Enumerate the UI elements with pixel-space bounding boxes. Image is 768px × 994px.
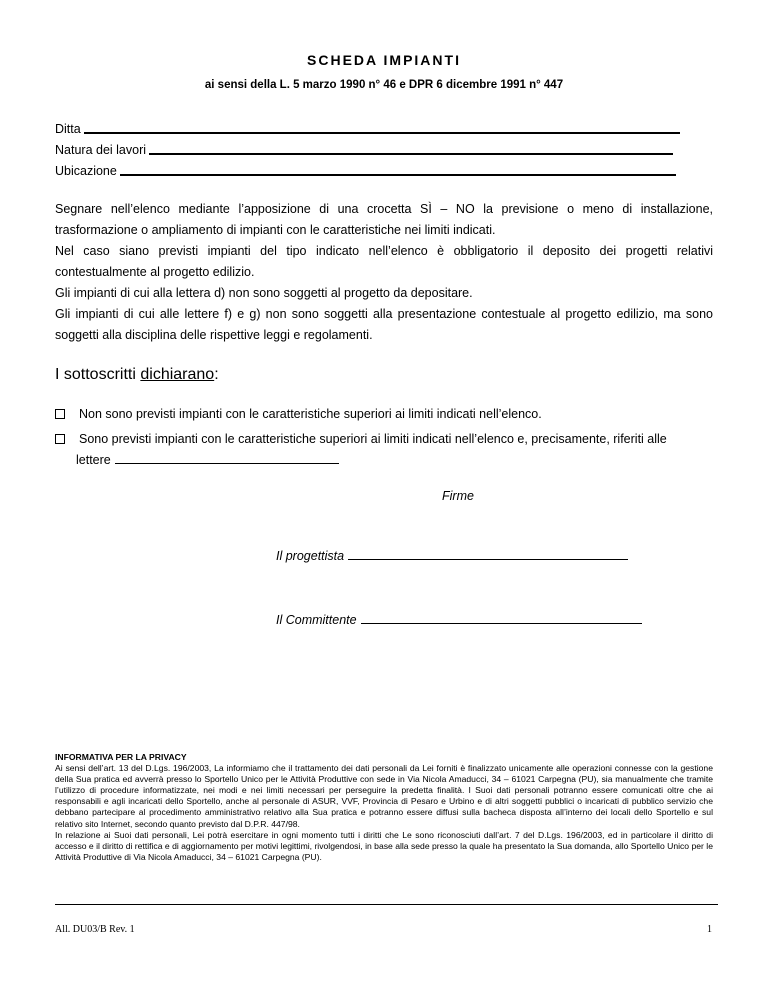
natura-lavori-label: Natura dei lavori bbox=[55, 143, 147, 157]
committente-label: Il Committente bbox=[276, 613, 357, 627]
privacy-paragraph-2: In relazione ai Suoi dati personali, Lei potrà esercitare in ogni momento tutti i diritti che Le sono riconosciuti dall’art. 7 del D.Lgs. 196/2003, ed in particolare il diritto di accesso e il diritto di rettifica e di aggiornamento per motivi legittimi, rivolgendosi, in base alla sede presso la quale ha presentato la Sua domanda, allo Sportello Unico per le Attività Produttive di Via Nicola Amaducci, 34 – 61021 Carpegna (PU). bbox=[55, 829, 713, 862]
option-no-impianti bbox=[55, 404, 713, 425]
natura-lavori-line[interactable] bbox=[149, 153, 673, 155]
progettista-line[interactable] bbox=[348, 559, 628, 560]
ditta-label: Ditta bbox=[55, 122, 81, 136]
option-2-text: Sono previsti impianti con le caratteristiche superiori ai limiti indicati nell’elenco e, precisamente, riferiti alle lettere bbox=[79, 429, 713, 471]
privacy-paragraph-1: Ai sensi dell’art. 13 del D.Lgs. 196/2003, La informiamo che il trattamento dei dati personali da Lei forniti è finalizzato unicamente alle operazioni connesse con la gestione della Sua pratica ed avverrà presso lo Sportello Unico per le Attività Produttive con sede in Via Nicola Amaducci, 34 – 61021 Carpegna (PU), sia manualmente che tramite l’utilizzo di procedure informatizzate, nei modi e nei limiti necessari per perseguire la predetta finalità. I Suoi dati personali potranno essere comunicati oltre che ai responsabili e agli incaricati dello Sportello, anche al personale di ASUR, VVF, Provincia di Pesaro e Urbino e di altri soggetti pubblici o incaricati di pubblico servizio che debbano partecipare al procedimento amministrativo relativo alla Sua pratica e potranno essere diffusi sulla bacheca disposta all’interno dei locali dello Sportello e sul relativo sito Internet, secondo quanto previsto dal D.P.R. 447/98. bbox=[55, 763, 713, 829]
declaration-heading: I sottoscritti dichiarano: bbox=[55, 366, 219, 383]
progettista-label: Il progettista bbox=[276, 549, 345, 563]
declaration-verb: dichiarano bbox=[140, 366, 215, 383]
footer-reference: All. DU03/B Rev. 1 bbox=[55, 924, 135, 935]
ditta-field[interactable] bbox=[55, 122, 680, 136]
privacy-heading: INFORMATIVA PER LA PRIVACY bbox=[55, 752, 187, 762]
document-subtitle: ai sensi della L. 5 marzo 1990 n° 46 e DPR 6 dicembre 1991 n° 447 bbox=[204, 79, 564, 91]
page-number: 1 bbox=[707, 924, 712, 935]
ubicazione-label: Ubicazione bbox=[55, 164, 117, 178]
option-1-text: Non sono previsti impianti con le caratteristiche superiori ai limiti indicati nell’elenco. bbox=[79, 407, 542, 421]
option-impianti-previsti bbox=[55, 429, 713, 471]
ubicazione-line[interactable] bbox=[120, 174, 676, 176]
ditta-line[interactable] bbox=[84, 132, 680, 134]
lettere-row: lettere bbox=[76, 450, 713, 471]
committente-line[interactable] bbox=[361, 623, 642, 624]
natura-lavori-field[interactable] bbox=[55, 143, 673, 157]
document-title: SCHEDA IMPIANTI bbox=[307, 52, 461, 68]
firme-heading: Firme bbox=[442, 489, 474, 503]
committente-signature[interactable] bbox=[276, 613, 642, 627]
checkbox-option-2[interactable] bbox=[55, 434, 65, 444]
instruction-paragraph-2: Nel caso siano previsti impianti del tipo indicato nell’elenco è obbligatorio il deposito dei progetti relativi contestualmente al progetto edilizio. bbox=[55, 244, 713, 279]
footer-divider bbox=[55, 904, 718, 905]
progettista-signature[interactable] bbox=[276, 549, 628, 563]
instruction-paragraph-4: Gli impianti di cui alle lettere f) e g) non sono soggetti alla presentazione contestuale al progetto edilizio, ma sono soggetti alla disciplina delle rispettive leggi e regolamenti. bbox=[55, 307, 713, 342]
instruction-paragraph-3: Gli impianti di cui alla lettera d) non sono soggetti al progetto da depositare. bbox=[55, 286, 473, 300]
privacy-notice bbox=[55, 752, 713, 863]
lettere-line[interactable] bbox=[115, 451, 339, 464]
instruction-paragraph-1: Segnare nell’elenco mediante l’apposizione di una crocetta SÌ – NO la previsione o meno di installazione, trasformazione o ampliamento di impianti con le caratteristiche nei limiti indicati. bbox=[55, 202, 713, 237]
checkbox-option-1[interactable] bbox=[55, 409, 65, 419]
ubicazione-field[interactable] bbox=[55, 164, 676, 178]
